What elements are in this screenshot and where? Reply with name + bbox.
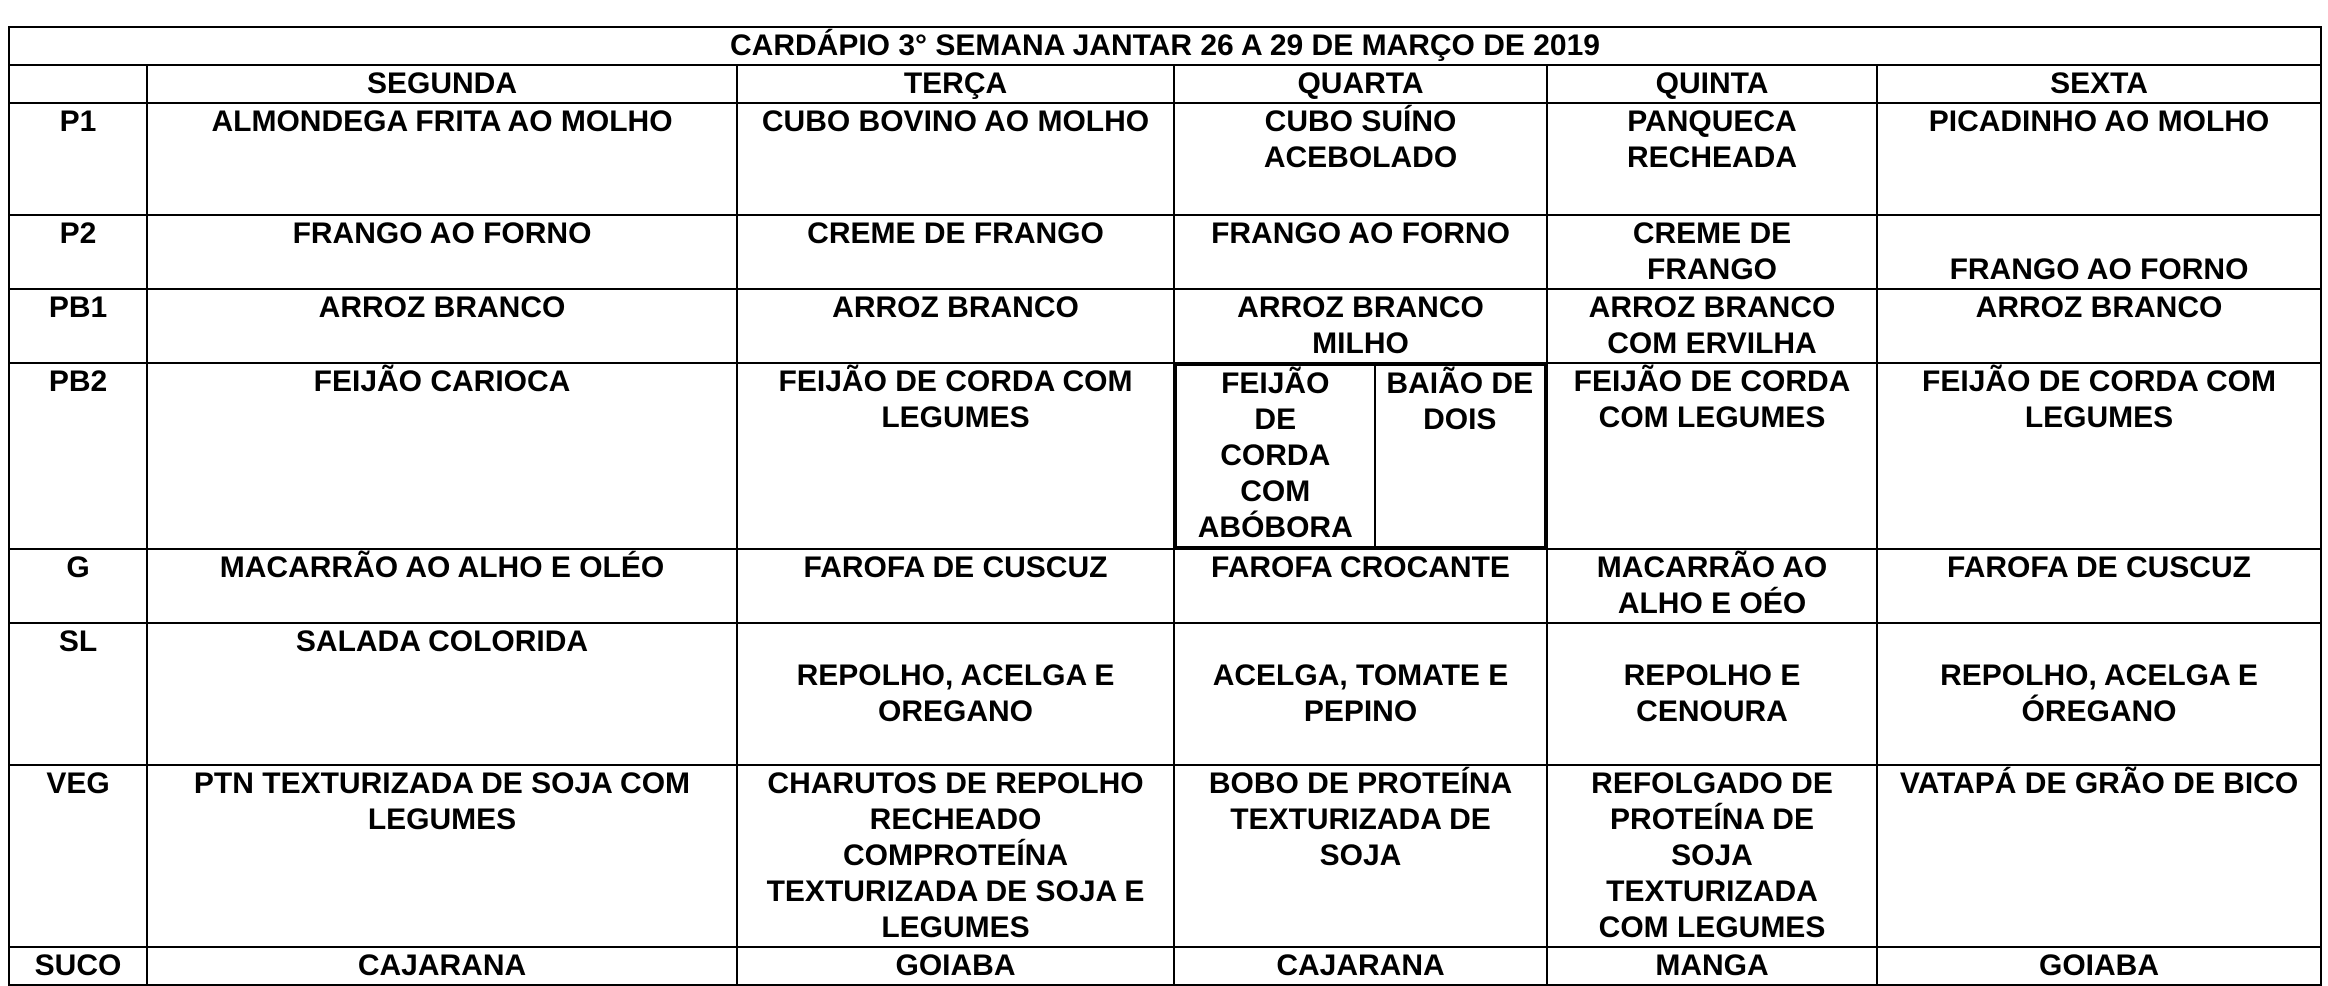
menu-cell: REFOLGADO DE PROTEÍNA DE SOJA TEXTURIZADA COM LEGUMES: [1547, 765, 1877, 947]
menu-cell: FRANGO AO FORNO: [1174, 215, 1547, 289]
row-label: G: [9, 549, 147, 623]
menu-cell-split: [1174, 363, 1547, 549]
day-header-terca: TERÇA: [737, 65, 1174, 103]
menu-cell: CREME DE FRANGO: [737, 215, 1174, 289]
menu-row-p2: [9, 215, 2321, 289]
menu-cell: FAROFA CROCANTE: [1174, 549, 1547, 623]
day-header-segunda: SEGUNDA: [147, 65, 737, 103]
day-header-quinta: QUINTA: [1547, 65, 1877, 103]
header-corner: [9, 65, 147, 103]
menu-cell: CAJARANA: [1174, 947, 1547, 985]
row-label: SUCO: [9, 947, 147, 985]
menu-cell: ARROZ BRANCO: [147, 289, 737, 363]
menu-cell: FEIJÃO DE CORDA COM LEGUMES: [1547, 363, 1877, 549]
title-row: [9, 27, 2321, 65]
menu-row-p1: [9, 103, 2321, 215]
menu-table: [8, 26, 2322, 986]
menu-cell: FEIJÃO DE CORDA COM LEGUMES: [737, 363, 1174, 549]
row-label: P1: [9, 103, 147, 215]
row-label: SL: [9, 623, 147, 765]
menu-cell: BOBO DE PROTEÍNA TEXTURIZADA DE SOJA: [1174, 765, 1547, 947]
split-cell-table: [1175, 364, 1546, 548]
menu-cell: CAJARANA: [147, 947, 737, 985]
menu-cell: FEIJÃO CARIOCA: [147, 363, 737, 549]
menu-cell: SALADA COLORIDA: [147, 623, 737, 765]
row-label: VEG: [9, 765, 147, 947]
menu-row-suco: [9, 947, 2321, 985]
menu-cell: PANQUECA RECHEADA: [1547, 103, 1877, 215]
menu-cell: CHARUTOS DE REPOLHO RECHEADO COMPROTEÍNA TEXTURIZADA DE SOJA E LEGUMES: [737, 765, 1174, 947]
menu-cell: GOIABA: [737, 947, 1174, 985]
day-header-quarta: QUARTA: [1174, 65, 1547, 103]
split-option-right: BAIÃO DE DOIS: [1375, 365, 1546, 547]
menu-cell: FAROFA DE CUSCUZ: [737, 549, 1174, 623]
menu-row-pb1: [9, 289, 2321, 363]
menu-cell: CUBO BOVINO AO MOLHO: [737, 103, 1174, 215]
row-label: P2: [9, 215, 147, 289]
menu-cell: FEIJÃO DE CORDA COM LEGUMES: [1877, 363, 2321, 549]
row-label: PB2: [9, 363, 147, 549]
menu-cell: ARROZ BRANCO: [1877, 289, 2321, 363]
menu-cell: MANGA: [1547, 947, 1877, 985]
menu-cell: ARROZ BRANCO COM ERVILHA: [1547, 289, 1877, 363]
split-option-left: FEIJÃO DE CORDA COM ABÓBORA: [1176, 365, 1375, 547]
menu-cell: ARROZ BRANCO MILHO: [1174, 289, 1547, 363]
menu-cell: FRANGO AO FORNO: [1877, 215, 2321, 289]
menu-cell: FAROFA DE CUSCUZ: [1877, 549, 2321, 623]
day-header-sexta: SEXTA: [1877, 65, 2321, 103]
menu-cell: VATAPÁ DE GRÃO DE BICO: [1877, 765, 2321, 947]
menu-cell: CUBO SUÍNO ACEBOLADO: [1174, 103, 1547, 215]
menu-cell: ALMONDEGA FRITA AO MOLHO: [147, 103, 737, 215]
menu-cell: REPOLHO E CENOURA: [1547, 623, 1877, 765]
menu-cell: REPOLHO, ACELGA E ÓREGANO: [1877, 623, 2321, 765]
menu-row-veg: [9, 765, 2321, 947]
menu-cell: CREME DE FRANGO: [1547, 215, 1877, 289]
menu-cell: ARROZ BRANCO: [737, 289, 1174, 363]
menu-cell: REPOLHO, ACELGA E OREGANO: [737, 623, 1174, 765]
row-label: PB1: [9, 289, 147, 363]
menu-cell: MACARRÃO AO ALHO E OLÉO: [147, 549, 737, 623]
menu-title: CARDÁPIO 3° SEMANA JANTAR 26 A 29 DE MARÇO DE 2019: [9, 27, 2321, 65]
menu-row-sl: [9, 623, 2321, 765]
menu-cell: ACELGA, TOMATE E PEPINO: [1174, 623, 1547, 765]
menu-row-g: [9, 549, 2321, 623]
menu-cell: PTN TEXTURIZADA DE SOJA COM LEGUMES: [147, 765, 737, 947]
menu-cell: GOIABA: [1877, 947, 2321, 985]
menu-cell: MACARRÃO AO ALHO E OÉO: [1547, 549, 1877, 623]
day-header-row: [9, 65, 2321, 103]
menu-cell: FRANGO AO FORNO: [147, 215, 737, 289]
menu-cell: PICADINHO AO MOLHO: [1877, 103, 2321, 215]
menu-row-pb2: [9, 363, 2321, 549]
